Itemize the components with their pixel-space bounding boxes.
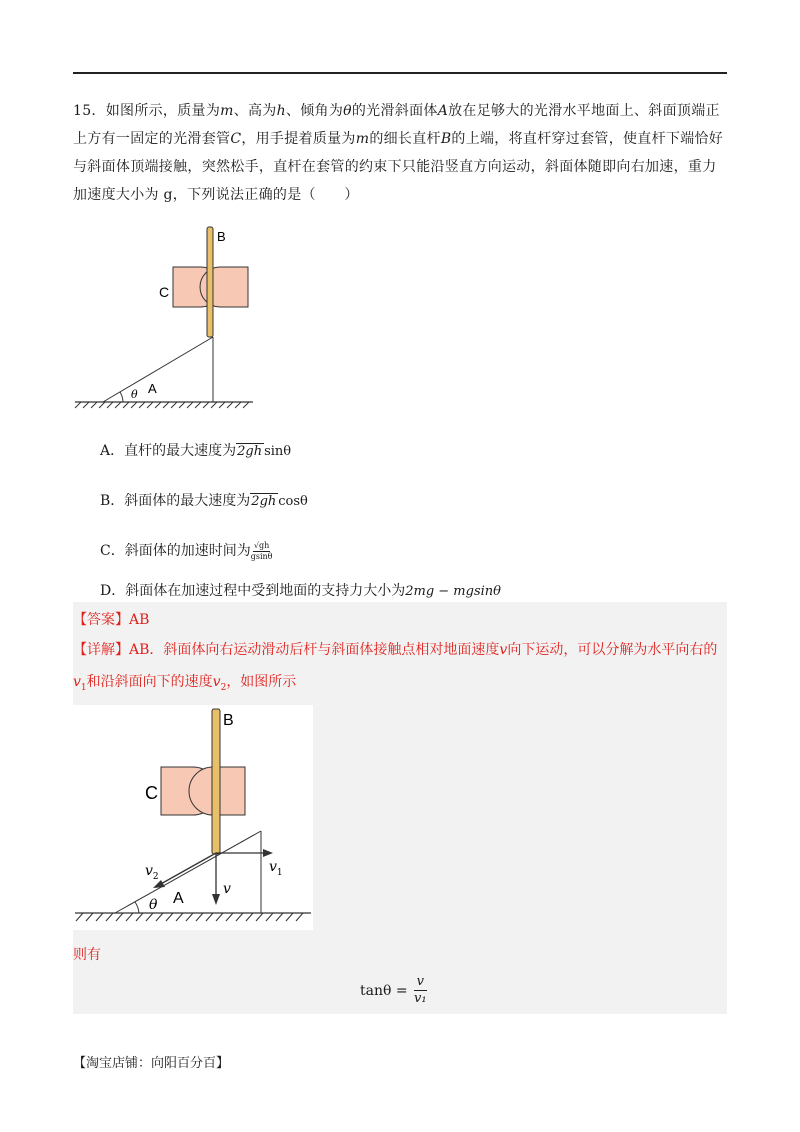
detail-line-1: 【详解】AB．斜面体向右运动滑动后杆与斜面体接触点相对地面速度v向下运动，可以分解为水平向右的 [73, 642, 718, 658]
option-d: D．斜面体在加速过程中受到地面的支持力大小为2mg − mgsinθ [100, 583, 501, 599]
label-C: C [159, 284, 170, 300]
rod [207, 227, 213, 337]
label-B: B [223, 712, 234, 729]
label-v2: $v_2$ [145, 863, 159, 882]
answer-label: 【答案】AB [73, 612, 150, 628]
header-rule [73, 72, 727, 74]
label-A: A [148, 381, 157, 396]
figure-incline-rod [73, 225, 263, 410]
figure-velocity-decomposition [73, 705, 313, 930]
label-theta: θ [149, 897, 158, 913]
option-a: A．直杆的最大速度为2gh sinθ [100, 443, 292, 459]
detail-line-2: $v_1$和沿斜面向下的速度$v_2$，如图所示 [73, 674, 297, 693]
rod [212, 709, 220, 854]
label-v1: $v_1$ [269, 859, 283, 878]
label-theta: θ [131, 388, 138, 401]
question-text: 15．如图所示，质量为m、高为h、倾角为θ的光滑斜面体A放在足够大的光滑水平地面上、斜面顶端正上方有一固定的光滑套管C，用手提着质量为m的细长直杆B的上端，将直杆穿过套管，使直杆下端恰好与斜面体顶端接触，突然松手，直杆在套管的约束下只能沿竖直方向运动，斜面体随即向右加速，重力加速度大小为 g，下列说法正确的是（ ） [73, 103, 724, 203]
label-A: A [173, 890, 184, 907]
option-b: B．斜面体的最大速度为2gh cosθ [100, 493, 308, 509]
formula-tan: tanθ = $\frac{v}{\text{v₁}}$ [360, 974, 427, 1006]
label-B: B [217, 229, 226, 244]
label-v: v [223, 881, 231, 897]
then-text: 则有 [73, 947, 101, 963]
option-c: C．斜面体的加速时间为 $\frac{√gh}{gsin\theta}$ [100, 540, 273, 561]
label-C: C [145, 783, 158, 803]
footer-shop: 【淘宝店铺：向阳百分百】 [73, 1056, 230, 1071]
